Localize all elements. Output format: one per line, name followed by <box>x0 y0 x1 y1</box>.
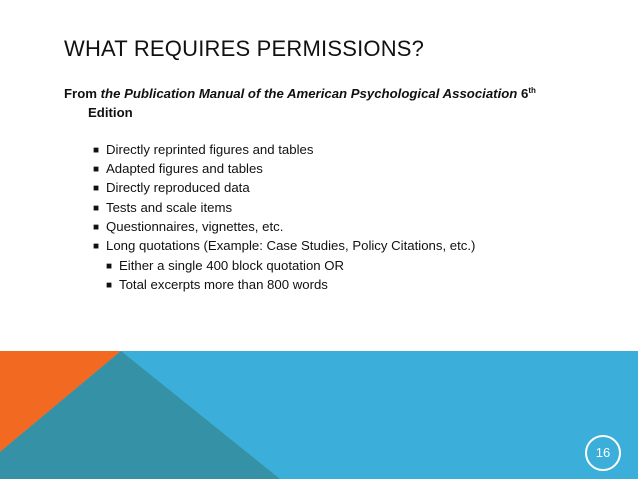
sub-list-item <box>106 257 344 276</box>
list-item-text: Long quotations (Example: Case Studies, Policy Citations, etc.) <box>106 238 476 253</box>
bullet-square-icon: ■ <box>93 164 100 175</box>
source-edition-word: Edition <box>88 105 133 120</box>
sub-list-item-text: Total excerpts more than 800 words <box>119 277 328 292</box>
list-item-text: Adapted figures and tables <box>106 161 263 176</box>
bullet-square-icon: ■ <box>93 203 100 214</box>
source-citation <box>64 81 604 122</box>
list-item <box>93 179 250 198</box>
list-item <box>93 141 313 160</box>
source-edition-number: 6 <box>517 86 529 101</box>
bullet-square-icon: ■ <box>106 261 113 272</box>
list-item <box>93 160 263 179</box>
list-item-text: Questionnaires, vignettes, etc. <box>106 219 284 234</box>
bullet-square-icon: ■ <box>106 280 113 291</box>
bullet-square-icon: ■ <box>93 145 100 156</box>
sub-list-item <box>106 276 328 295</box>
bullet-square-icon: ■ <box>93 183 100 194</box>
page-number: 16 <box>585 435 621 471</box>
source-book-title: the Publication Manual of the American Psychological Association <box>100 86 518 101</box>
slide-title: WHAT REQUIRES PERMISSIONS? <box>64 36 425 61</box>
list-item-text: Directly reproduced data <box>106 180 250 195</box>
list-item <box>93 218 283 237</box>
bullet-square-icon: ■ <box>93 241 100 252</box>
list-item-text: Tests and scale items <box>106 200 233 215</box>
footer-banner <box>0 351 638 479</box>
sub-list-item-text: Either a single 400 block quotation OR <box>119 258 345 273</box>
list-item-text: Directly reprinted figures and tables <box>106 142 314 157</box>
list-item <box>93 199 232 218</box>
list-item <box>93 237 475 256</box>
source-prefix: From <box>64 86 101 101</box>
source-edition-suffix: th <box>528 86 536 95</box>
bullet-square-icon: ■ <box>93 222 100 233</box>
